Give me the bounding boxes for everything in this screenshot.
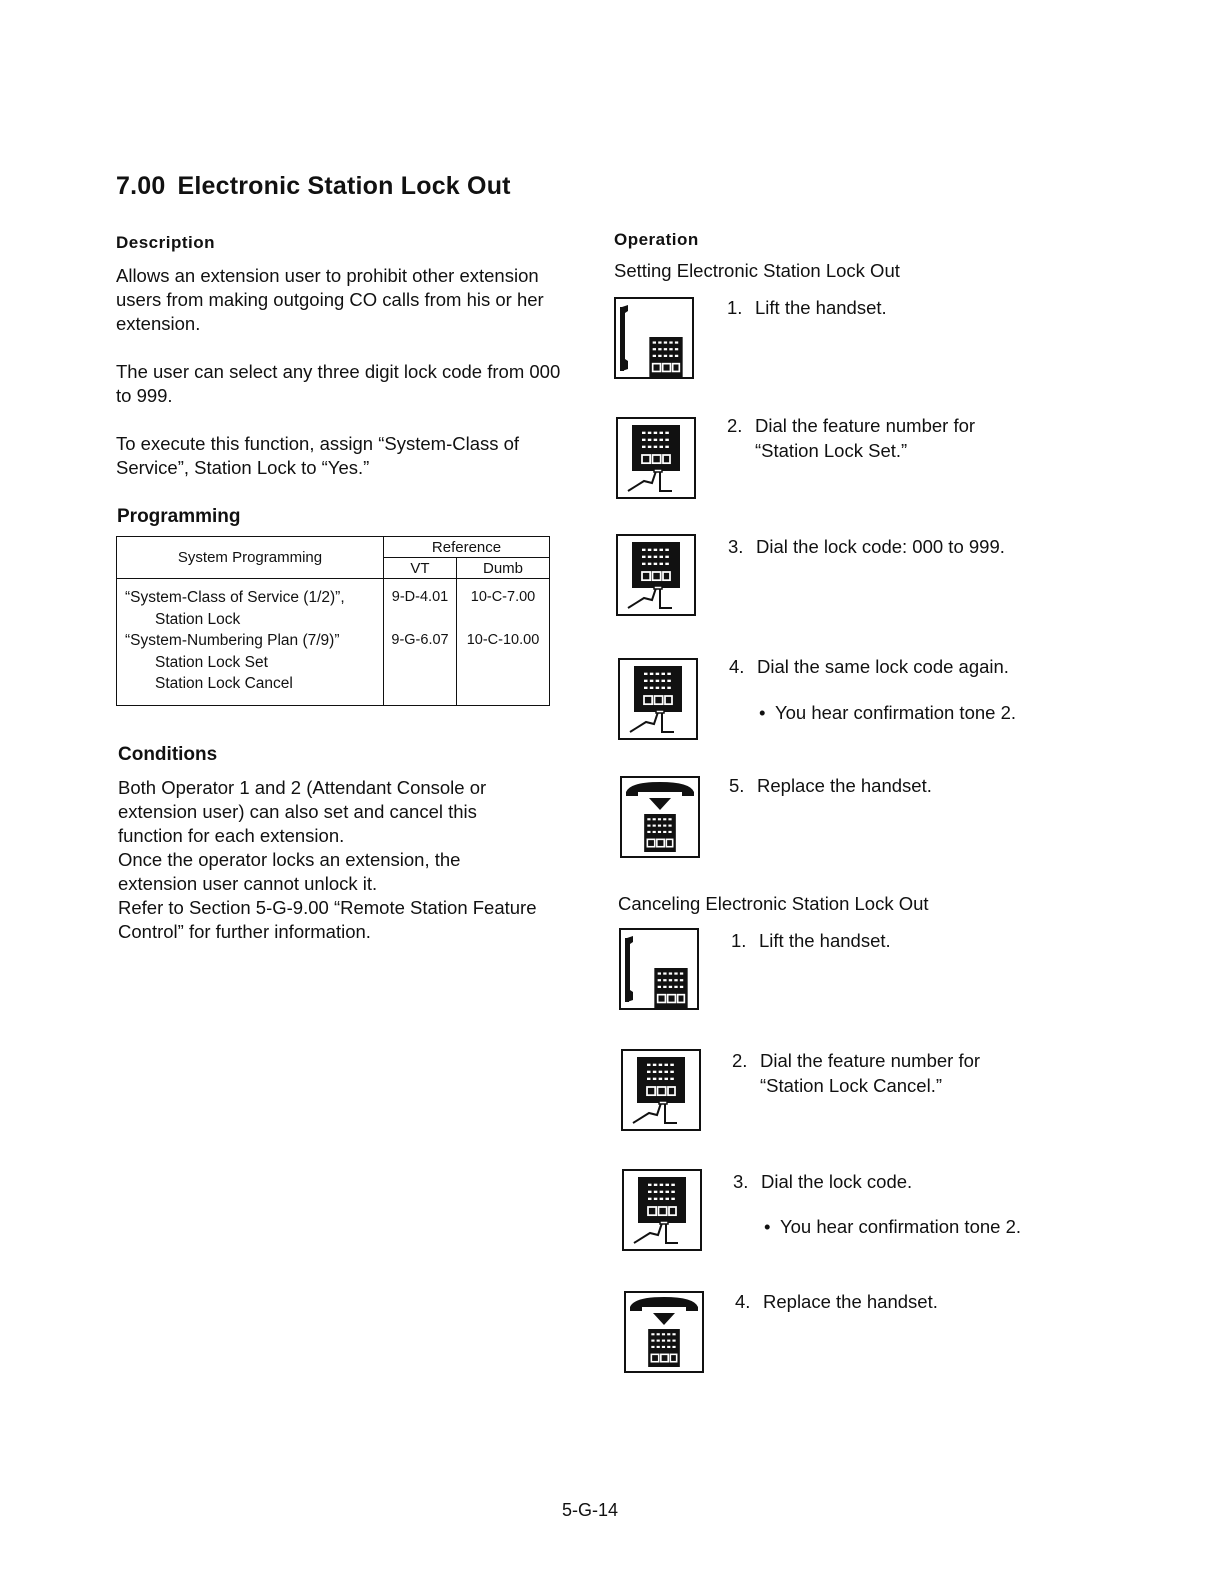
canceling-step-3 — [733, 1169, 912, 1194]
step-text: Replace the handset. — [757, 775, 932, 796]
step-text: Dial the lock code: 000 to 999. — [756, 536, 1005, 557]
step-text: Replace the handset. — [763, 1291, 938, 1312]
programming-heading: Programming — [117, 506, 241, 527]
canceling-subheading: Canceling Electronic Station Lock Out — [618, 893, 929, 914]
table-row-item: Station Lock Cancel — [155, 675, 293, 692]
table-row-item: Station Lock Set — [155, 653, 268, 671]
conditions-heading: Conditions — [118, 744, 218, 765]
step-text: Lift the handset. — [759, 930, 891, 951]
col-vt: VT — [384, 558, 457, 579]
step-text: Dial the feature number for — [755, 415, 976, 436]
phone-dial-icon — [616, 534, 696, 616]
step-text: Dial the same lock code again. — [757, 656, 1009, 677]
step-number: 3. — [733, 1171, 749, 1192]
operation-heading: Operation — [614, 230, 699, 249]
phone-lift-icon — [614, 297, 694, 379]
phone-hangup-icon — [620, 776, 700, 858]
description-heading: Description — [116, 233, 216, 252]
setting-step-2 — [727, 413, 975, 463]
canceling-step-1 — [731, 928, 891, 953]
conditions-paragraph: Refer to Section 5-G-9.00 “Remote Station Feature Control” for further information. — [118, 897, 537, 942]
phone-dial-icon — [622, 1169, 702, 1251]
step-number: 1. — [731, 930, 747, 951]
col-dumb: Dumb — [457, 558, 550, 579]
canceling-step-4 — [735, 1289, 938, 1314]
step-number: 3. — [728, 536, 744, 557]
description-paragraph: The user can select any three digit lock code from 000 to 999. — [116, 361, 561, 406]
dumb-reference: 10-C-10.00 — [466, 632, 540, 648]
table-cell-system — [117, 579, 384, 706]
bullet-text: You hear confirmation tone 2. — [775, 702, 1017, 723]
conditions-paragraph: Both Operator 1 and 2 (Attendant Console or extension user) can also set and cancel this function for each extension. — [118, 777, 487, 846]
vt-reference: 9-G-6.07 — [391, 632, 449, 648]
dumb-reference: 10-C-7.00 — [470, 589, 536, 605]
table-row-title: “System-Class of Service (1/2)”, — [125, 589, 345, 606]
step-number: 5. — [729, 775, 745, 796]
step-text: Dial the feature number for — [760, 1050, 981, 1071]
phone-dial-icon — [621, 1049, 701, 1131]
description-paragraph: To execute this function, assign “System-Class of Service”, Station Lock to “Yes.” — [116, 433, 520, 478]
conditions-paragraph: Once the operator locks an extension, the extension user cannot unlock it. — [118, 849, 461, 894]
table-cell-vt — [384, 579, 457, 706]
step-text: Dial the lock code. — [761, 1171, 913, 1192]
col-reference: Reference — [384, 537, 550, 558]
setting-step-1 — [727, 295, 887, 320]
step-number: 2. — [732, 1050, 748, 1071]
setting-step-5 — [729, 773, 932, 798]
setting-step-3 — [728, 534, 1005, 559]
phone-dial-icon — [618, 658, 698, 740]
page-number: 5-G-14 — [562, 1500, 619, 1520]
page-title — [116, 172, 511, 201]
setting-step-4-note: • You hear confirmation tone 2. — [759, 702, 1017, 723]
step-number: 4. — [729, 656, 745, 677]
phone-dial-icon — [616, 417, 696, 499]
section-number: 7.00 — [116, 172, 166, 200]
setting-step-4 — [729, 654, 1009, 679]
bullet-text: You hear confirmation tone 2. — [780, 1216, 1022, 1237]
conditions-body — [118, 776, 538, 944]
description-paragraph: Allows an extension user to prohibit other extension users from making outgoing CO calls from his or her extension. — [116, 265, 544, 334]
step-text-continued: “Station Lock Cancel.” — [760, 1075, 943, 1096]
table-row-item: Station Lock — [155, 610, 241, 628]
col-system-programming: System Programming — [117, 537, 384, 579]
step-number: 1. — [727, 297, 743, 318]
step-text-continued: “Station Lock Set.” — [755, 440, 908, 461]
step-number: 2. — [727, 415, 743, 436]
table-row — [117, 579, 550, 706]
step-number: 4. — [735, 1291, 751, 1312]
vt-reference: 9-D-4.01 — [391, 589, 449, 605]
canceling-step-2 — [732, 1048, 980, 1098]
table-cell-dumb — [457, 579, 550, 706]
setting-subheading: Setting Electronic Station Lock Out — [614, 260, 900, 281]
table-row-title: “System-Numbering Plan (7/9)” — [125, 632, 340, 649]
canceling-step-3-note: • You hear confirmation tone 2. — [764, 1216, 1022, 1237]
description-body — [116, 264, 566, 480]
phone-lift-icon — [619, 928, 699, 1010]
section-title: Electronic Station Lock Out — [177, 172, 511, 200]
step-text: Lift the handset. — [755, 297, 887, 318]
phone-hangup-icon — [624, 1291, 704, 1373]
programming-table — [116, 536, 550, 706]
